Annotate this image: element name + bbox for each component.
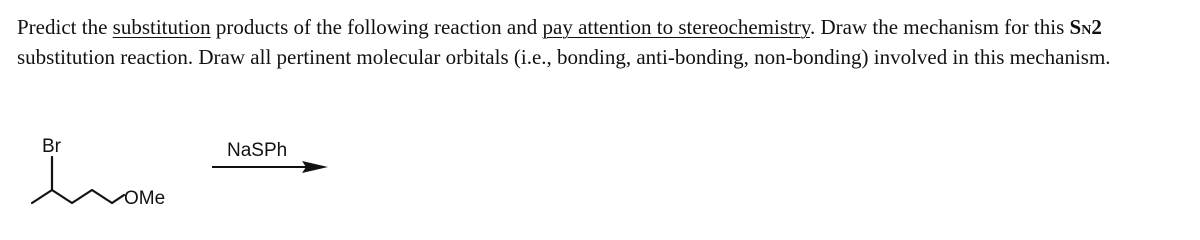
reaction-scheme: [0, 120, 400, 220]
question-part-1: Predict the: [17, 15, 113, 39]
underlined-substitution: substitution: [112, 15, 211, 39]
reagent-label: NaSPh: [227, 140, 288, 161]
sn2-n: N: [1081, 23, 1092, 38]
br-label: Br: [42, 136, 61, 157]
substrate-skeleton: [32, 157, 124, 203]
carbon-chain: [32, 190, 112, 203]
question-part-2: products of the following reaction and: [210, 15, 543, 39]
question-part-4: substitution reaction. Draw all pertinent molecular orbitals (i.e., bonding, anti-bonding, non-bonding) involved in this mechanism.: [17, 45, 1111, 69]
ome-label: OMe: [124, 188, 166, 209]
underlined-stereochemistry-note: pay attention to stereochemistry: [542, 15, 810, 39]
question-text: [17, 14, 1187, 70]
sn2-s: S: [1069, 15, 1082, 39]
reaction-arrow: [212, 161, 328, 173]
sn2-2: 2: [1091, 15, 1102, 39]
question-part-3: . Draw the mechanism for this: [809, 15, 1070, 39]
o-bond: [112, 195, 124, 203]
sn2-label: [1070, 15, 1102, 39]
